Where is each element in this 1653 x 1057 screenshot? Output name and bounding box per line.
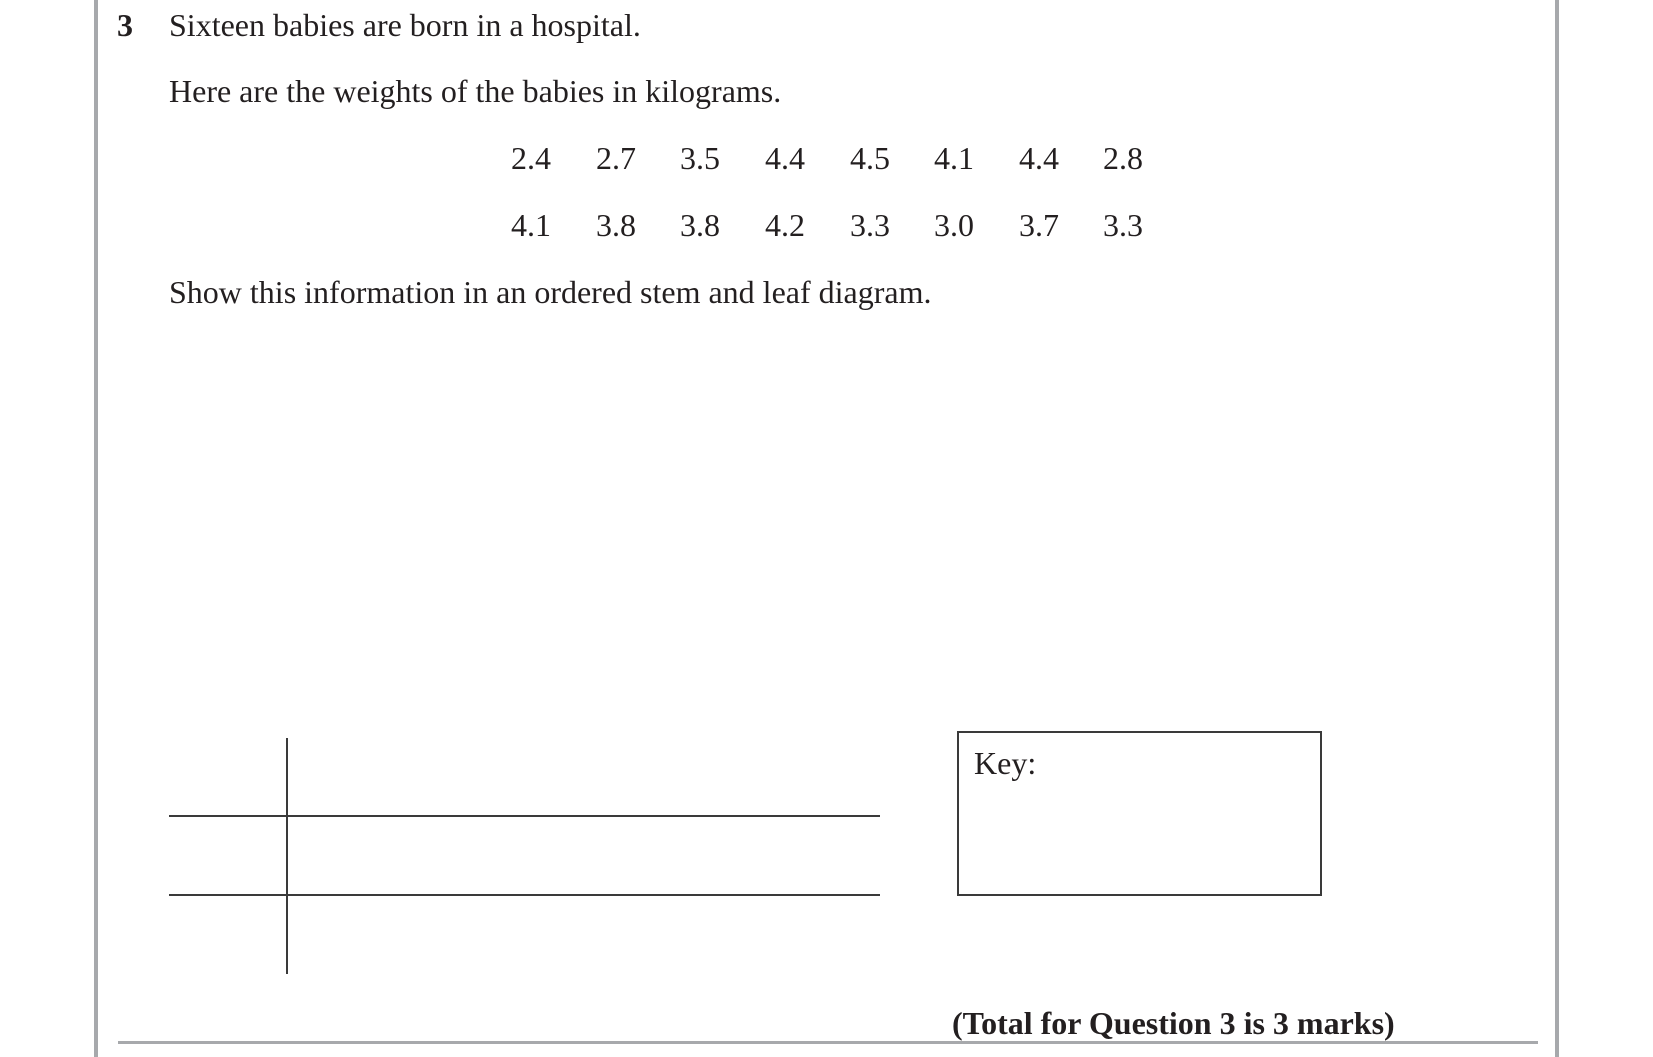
weight-value: 4.5 (850, 140, 890, 176)
question-subtext: Here are the weights of the babies in kilograms. (169, 73, 782, 109)
weight-value: 4.4 (1019, 140, 1059, 176)
weight-value: 3.5 (680, 140, 720, 176)
weight-value: 4.4 (765, 140, 805, 176)
bottom-rule (118, 1041, 1538, 1044)
answer-line-1 (169, 815, 880, 817)
weight-value: 3.3 (1103, 207, 1143, 243)
key-box[interactable] (957, 731, 1322, 896)
stem-leaf-divider (286, 738, 288, 974)
question-number: 3 (117, 7, 133, 43)
weight-value: 2.8 (1103, 140, 1143, 176)
key-label: Key: (974, 745, 1037, 781)
weights-row-2 (0, 205, 1653, 245)
weight-value: 3.8 (680, 207, 720, 243)
weights-row-1 (0, 138, 1653, 178)
weight-value: 3.7 (1019, 207, 1059, 243)
weight-value: 2.4 (511, 140, 551, 176)
weight-value: 3.0 (934, 207, 974, 243)
weight-value: 4.2 (765, 207, 805, 243)
weight-value: 3.3 (850, 207, 890, 243)
weight-value: 3.8 (596, 207, 636, 243)
weight-value: 4.1 (511, 207, 551, 243)
question-instruction: Show this information in an ordered stem and leaf diagram. (169, 274, 932, 310)
weight-value: 4.1 (934, 140, 974, 176)
question-intro: Sixteen babies are born in a hospital. (169, 7, 641, 43)
total-marks: (Total for Question 3 is 3 marks) (952, 1005, 1395, 1041)
answer-line-2 (169, 894, 880, 896)
weight-value: 2.7 (596, 140, 636, 176)
